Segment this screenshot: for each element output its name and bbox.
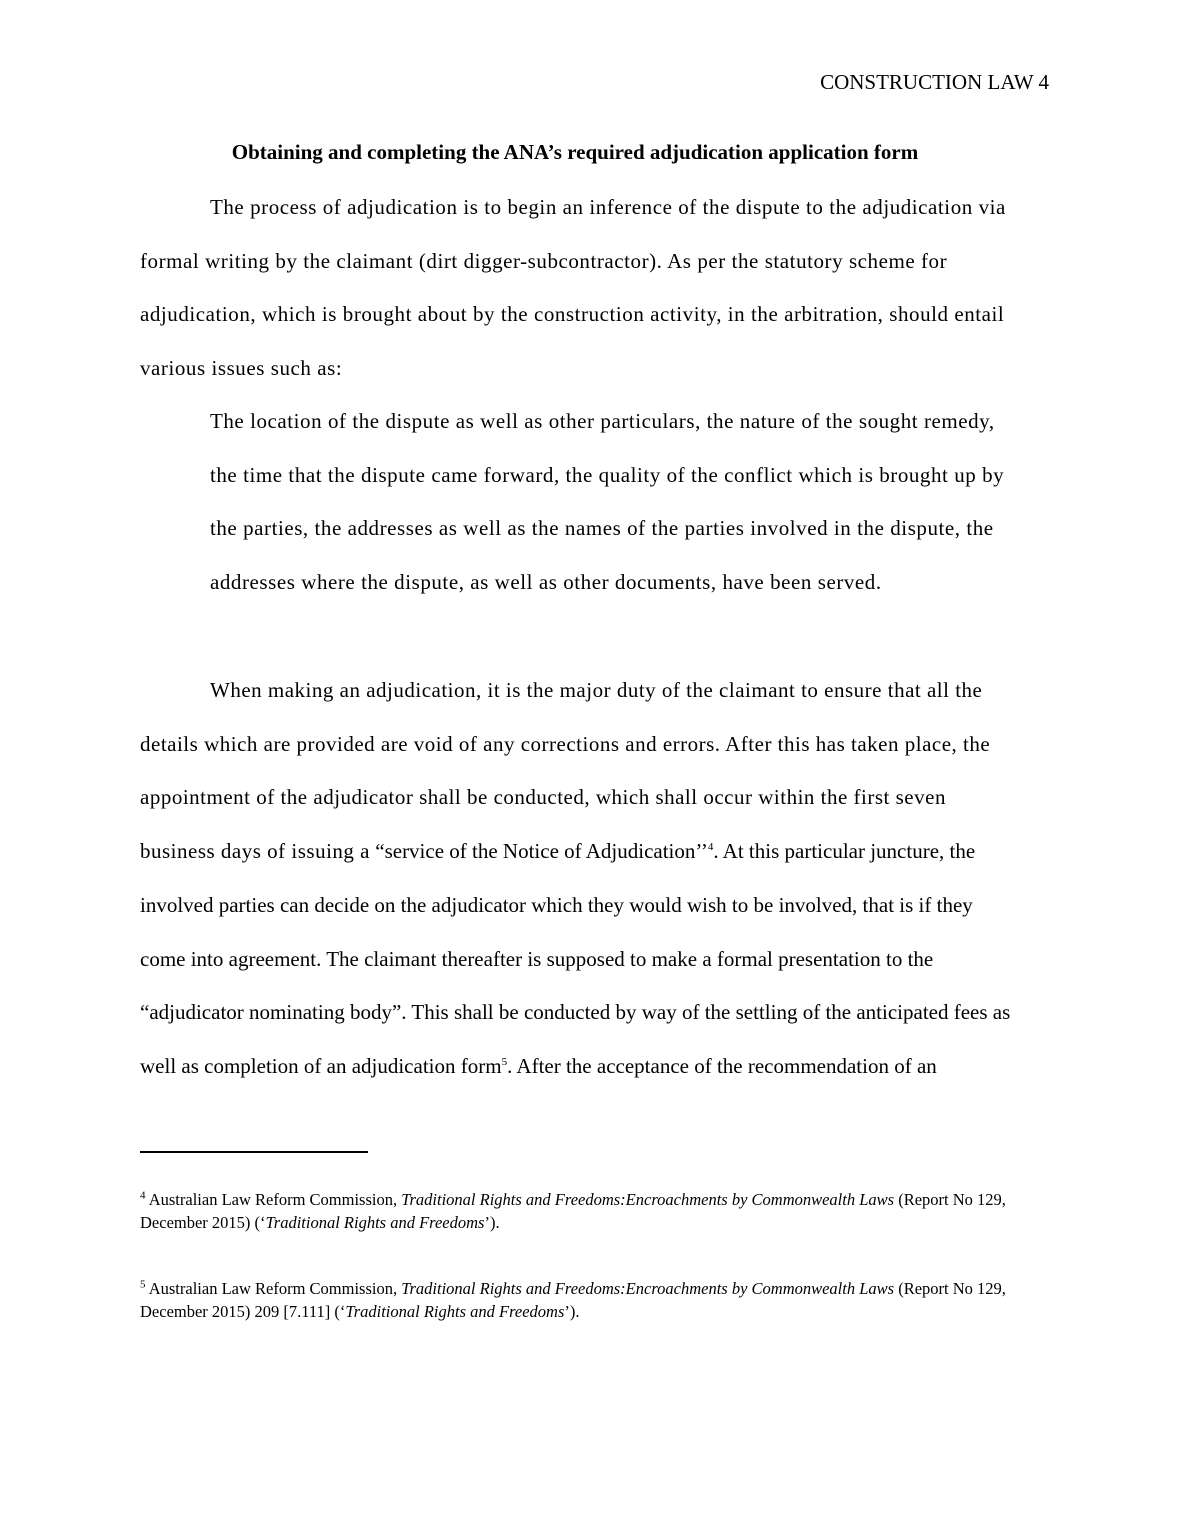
- footnote-close: ’).: [484, 1213, 500, 1232]
- footnote-title: Traditional Rights and Freedoms:Encroachments by Commonwealth Laws: [401, 1279, 895, 1298]
- footnote-separator: [140, 1151, 368, 1153]
- paragraph-2: [140, 664, 1020, 1094]
- footnote-details: (Report No 129, December 2015) 209 [7.111] (‘: [140, 1279, 1006, 1321]
- block-quote: The location of the dispute as well as other particulars, the nature of the sought remedy, the time that the dispute came forward, the quality of the conflict which is brought up by the parties, the addresses as well as the names of the parties involved in the dispute, the addresses where the dispute, as well as other documents, have been served.: [210, 409, 1005, 595]
- paragraph-2-part-c: . At this particular juncture, the involved parties can decide on the adjudicator which they would wish to be involved, that is if they come into agreement. The claimant thereafter is supposed to make a formal presentation to the “adjudicator nominating body”. This shall be conducted by way of the settling of the anticipated fees as well as completion of an adjudication form: [140, 839, 1011, 1078]
- running-head-title: CONSTRUCTION LAW: [820, 70, 1034, 94]
- footnote-short-title: Traditional Rights and Freedoms: [345, 1302, 565, 1321]
- paragraph-2-part-b: “service of the Notice of Adjudication’’: [370, 839, 708, 864]
- footnote-ref-5[interactable]: 5: [501, 1055, 508, 1068]
- footnote-details: (Report No 129, December 2015) (‘: [140, 1190, 1006, 1232]
- page-number: 4: [1038, 70, 1049, 94]
- footnote-number: 5: [140, 1278, 146, 1291]
- footnote-short-title: Traditional Rights and Freedoms: [265, 1213, 485, 1232]
- footnote-ref-4[interactable]: 4: [707, 841, 714, 854]
- footnote-author: Australian Law Reform Commission,: [148, 1279, 402, 1298]
- running-head: [820, 70, 1049, 95]
- footnote-number: 4: [140, 1189, 146, 1202]
- section-heading: Obtaining and completing the ANA’s required adjudication application form: [231, 140, 919, 164]
- footnote-close: ’).: [564, 1302, 580, 1321]
- paragraph-1: The process of adjudication is to begin an inference of the dispute to the adjudication via formal writing by the claimant (dirt digger-subcontractor). As per the statutory scheme for adjudication, which is brought about by the construction activity, in the arbitration, should entail various issues such as:: [140, 195, 1006, 381]
- paragraph-2-part-a: When making an adjudication, it is the major duty of the claimant to ensure that all the details which are provided are void of any corrections and errors. After this has taken place, the appointment of the adjudicator shall be conducted, which shall occur within the first seven business days of issuing a: [140, 678, 991, 864]
- footnote-title: Traditional Rights and Freedoms:Encroachments by Commonwealth Laws: [401, 1190, 895, 1209]
- footnote-author: Australian Law Reform Commission,: [148, 1190, 402, 1209]
- footnote-5: [140, 1277, 1050, 1323]
- footnote-4: [140, 1188, 1050, 1234]
- paragraph-2-part-d: . After the acceptance of the recommendation of an: [507, 1053, 937, 1078]
